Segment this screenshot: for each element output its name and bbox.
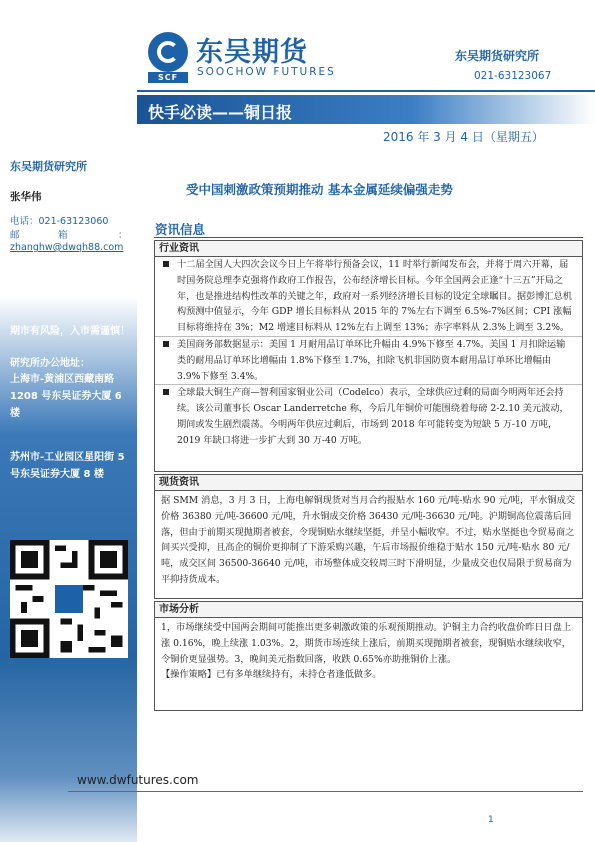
section-divider (154, 237, 583, 238)
risk-warning: 期市有风险，入市需谨慎！ (10, 326, 130, 337)
list-item (155, 337, 582, 385)
qr-code-icon (10, 540, 128, 658)
bullet-icon (163, 389, 169, 395)
logo-mark-text: SCF (148, 72, 188, 83)
article-title: 受中国刺激政策预期推动 基本金属延续偏强走势 (186, 182, 453, 197)
strategy-text: 【操作策略】已有多单继续持有，未持仓者逢低做多。 (161, 669, 382, 681)
bullet-icon (163, 341, 169, 347)
report-date: 2016 年 3 月 4 日（星期五） (383, 130, 544, 144)
report-title: 快手必读——铜日报 (148, 103, 293, 122)
sidebar-institute: 东吴期货研究所 (10, 160, 87, 173)
spot-news-heading: 现货资讯 (155, 475, 582, 491)
company-name-en: SOOCHOW FUTURES (197, 66, 336, 78)
address-suzhou: 苏州市-工业园区星阳街 5 号东吴证券大厦 8 楼 (10, 452, 125, 480)
list-item (155, 257, 582, 337)
market-analysis-box (154, 601, 583, 711)
news-text: 美国商务部数据显示：美国 1 月耐用品订单环比升幅由 4.9%下修至 4.7%。美国 1 月扣除运输类的耐用品订单环比增幅由 1.8%下修至 1.7%，扣除飞机非国防资本耐用品订单环比增幅由 3.9%下修至 3.4%。 (177, 338, 566, 382)
email-label-char-1: 邮 (10, 230, 20, 241)
analyst-phone: 电话：021-63123060 (10, 216, 109, 227)
spot-news-text: 据 SMM 消息，3 月 3 日，上海电解铜现货对当月合约报贴水 160 元/吨-贴水 90 元/吨，平水铜成交价格 36380 元/吨-36600 元/吨，升水铜成交价格 36430 元/吨-36630 元/吨。沪期铜高位震荡后回落，但由于前期买现抛期者被套，令现铜贴水继续坚挺，并呈小幅收窄。不过，贴水坚挺也令贸易商之间买兴受抑，且高企的铜价更抑制了下游采购兴趣，午后市场报价维稳于贴水 150 元/吨-贴水 80 元/吨，成交区间 36500-36640 元/吨，市场整体成交较周三时下滑明显，少量成交也仅局限于贸易商为平抑持货成本。 (161, 495, 575, 585)
address-shanghai: 上海市-黄浦区西藏南路 1208 号东吴证券大厦 6 楼 (10, 374, 122, 419)
news-text: 全球最大铜生产商—智利国家铜业公司（Codelco）表示，全球供应过剩的局面今明两年还会持续。该公司董事长 Oscar Landerretche 称，今后几年铜价可能围绕着每磅 2-2.10 美元波动，期间或发生剧烈震荡。今明两年供应过剩后，市场到 2018 年可能转变为短缺 5 万-10 万吨，2019 年缺口将进一步扩大到 30 万-40 万吨。 (177, 387, 569, 446)
page-number: 1 (488, 815, 494, 825)
list-item (155, 385, 582, 448)
analyst-name: 张华伟 (10, 191, 42, 203)
news-text: 十二届全国人大四次会议今日上午将举行预备会议，11 时举行新闻发布会，并将于周六开幕，届时国务院总理李克强将作政府工作报告，公布经济增长目标。今年全国两会正逢“十三五”开局之年，也是推进结构性改革的关键之年，政府对一系列经济增长目标的设定全球瞩目。据彭博汇总机构预测中值显示，今年 GDP 增长目标料从 2015 年的 7%左右下调至 6.5%-7%区间；CPI 涨幅目标将维持在 3%；M2 增速目标料从 12%左右上调至 13%；赤字率料从 2.3%上调至 3.2%。 (177, 259, 573, 334)
section-heading: 资讯信息 (155, 222, 206, 237)
header-phone: 021-63123067 (474, 70, 552, 82)
bullet-icon (163, 261, 169, 267)
footer-website-link[interactable]: www.dwfutures.com (77, 773, 199, 787)
address-label: 研究所办公地址： (10, 358, 90, 369)
email-label-colon: ： (118, 230, 128, 241)
industry-news-heading: 行业资讯 (155, 241, 582, 257)
header-divider (137, 90, 595, 92)
company-name-cn: 东吴期货 (196, 37, 308, 68)
industry-news-box (154, 240, 583, 472)
company-logo-icon (148, 32, 188, 72)
analyst-email-link[interactable]: zhanghw@dwqh88.com (10, 242, 124, 253)
email-label-char-2: 箱 (58, 230, 68, 241)
header-institute: 东吴期货研究所 (455, 49, 540, 63)
footer-divider (68, 791, 583, 792)
market-analysis-text: 1，市场继续受中国两会期间可能推出更多刺激政策的乐观预期推动。沪铜主力合约收盘价昨日日盘上涨 0.16%，晚上续涨 1.03%。2，期货市场连续上涨后，前期买现抛期者被套，现铜贴水继续收窄，令铜价更显强势。3，晚间美元指数回落，收跌 0.65%亦助推铜价上涨。 (161, 622, 572, 665)
spot-news-box (154, 474, 583, 599)
market-analysis-heading: 市场分析 (155, 602, 582, 618)
